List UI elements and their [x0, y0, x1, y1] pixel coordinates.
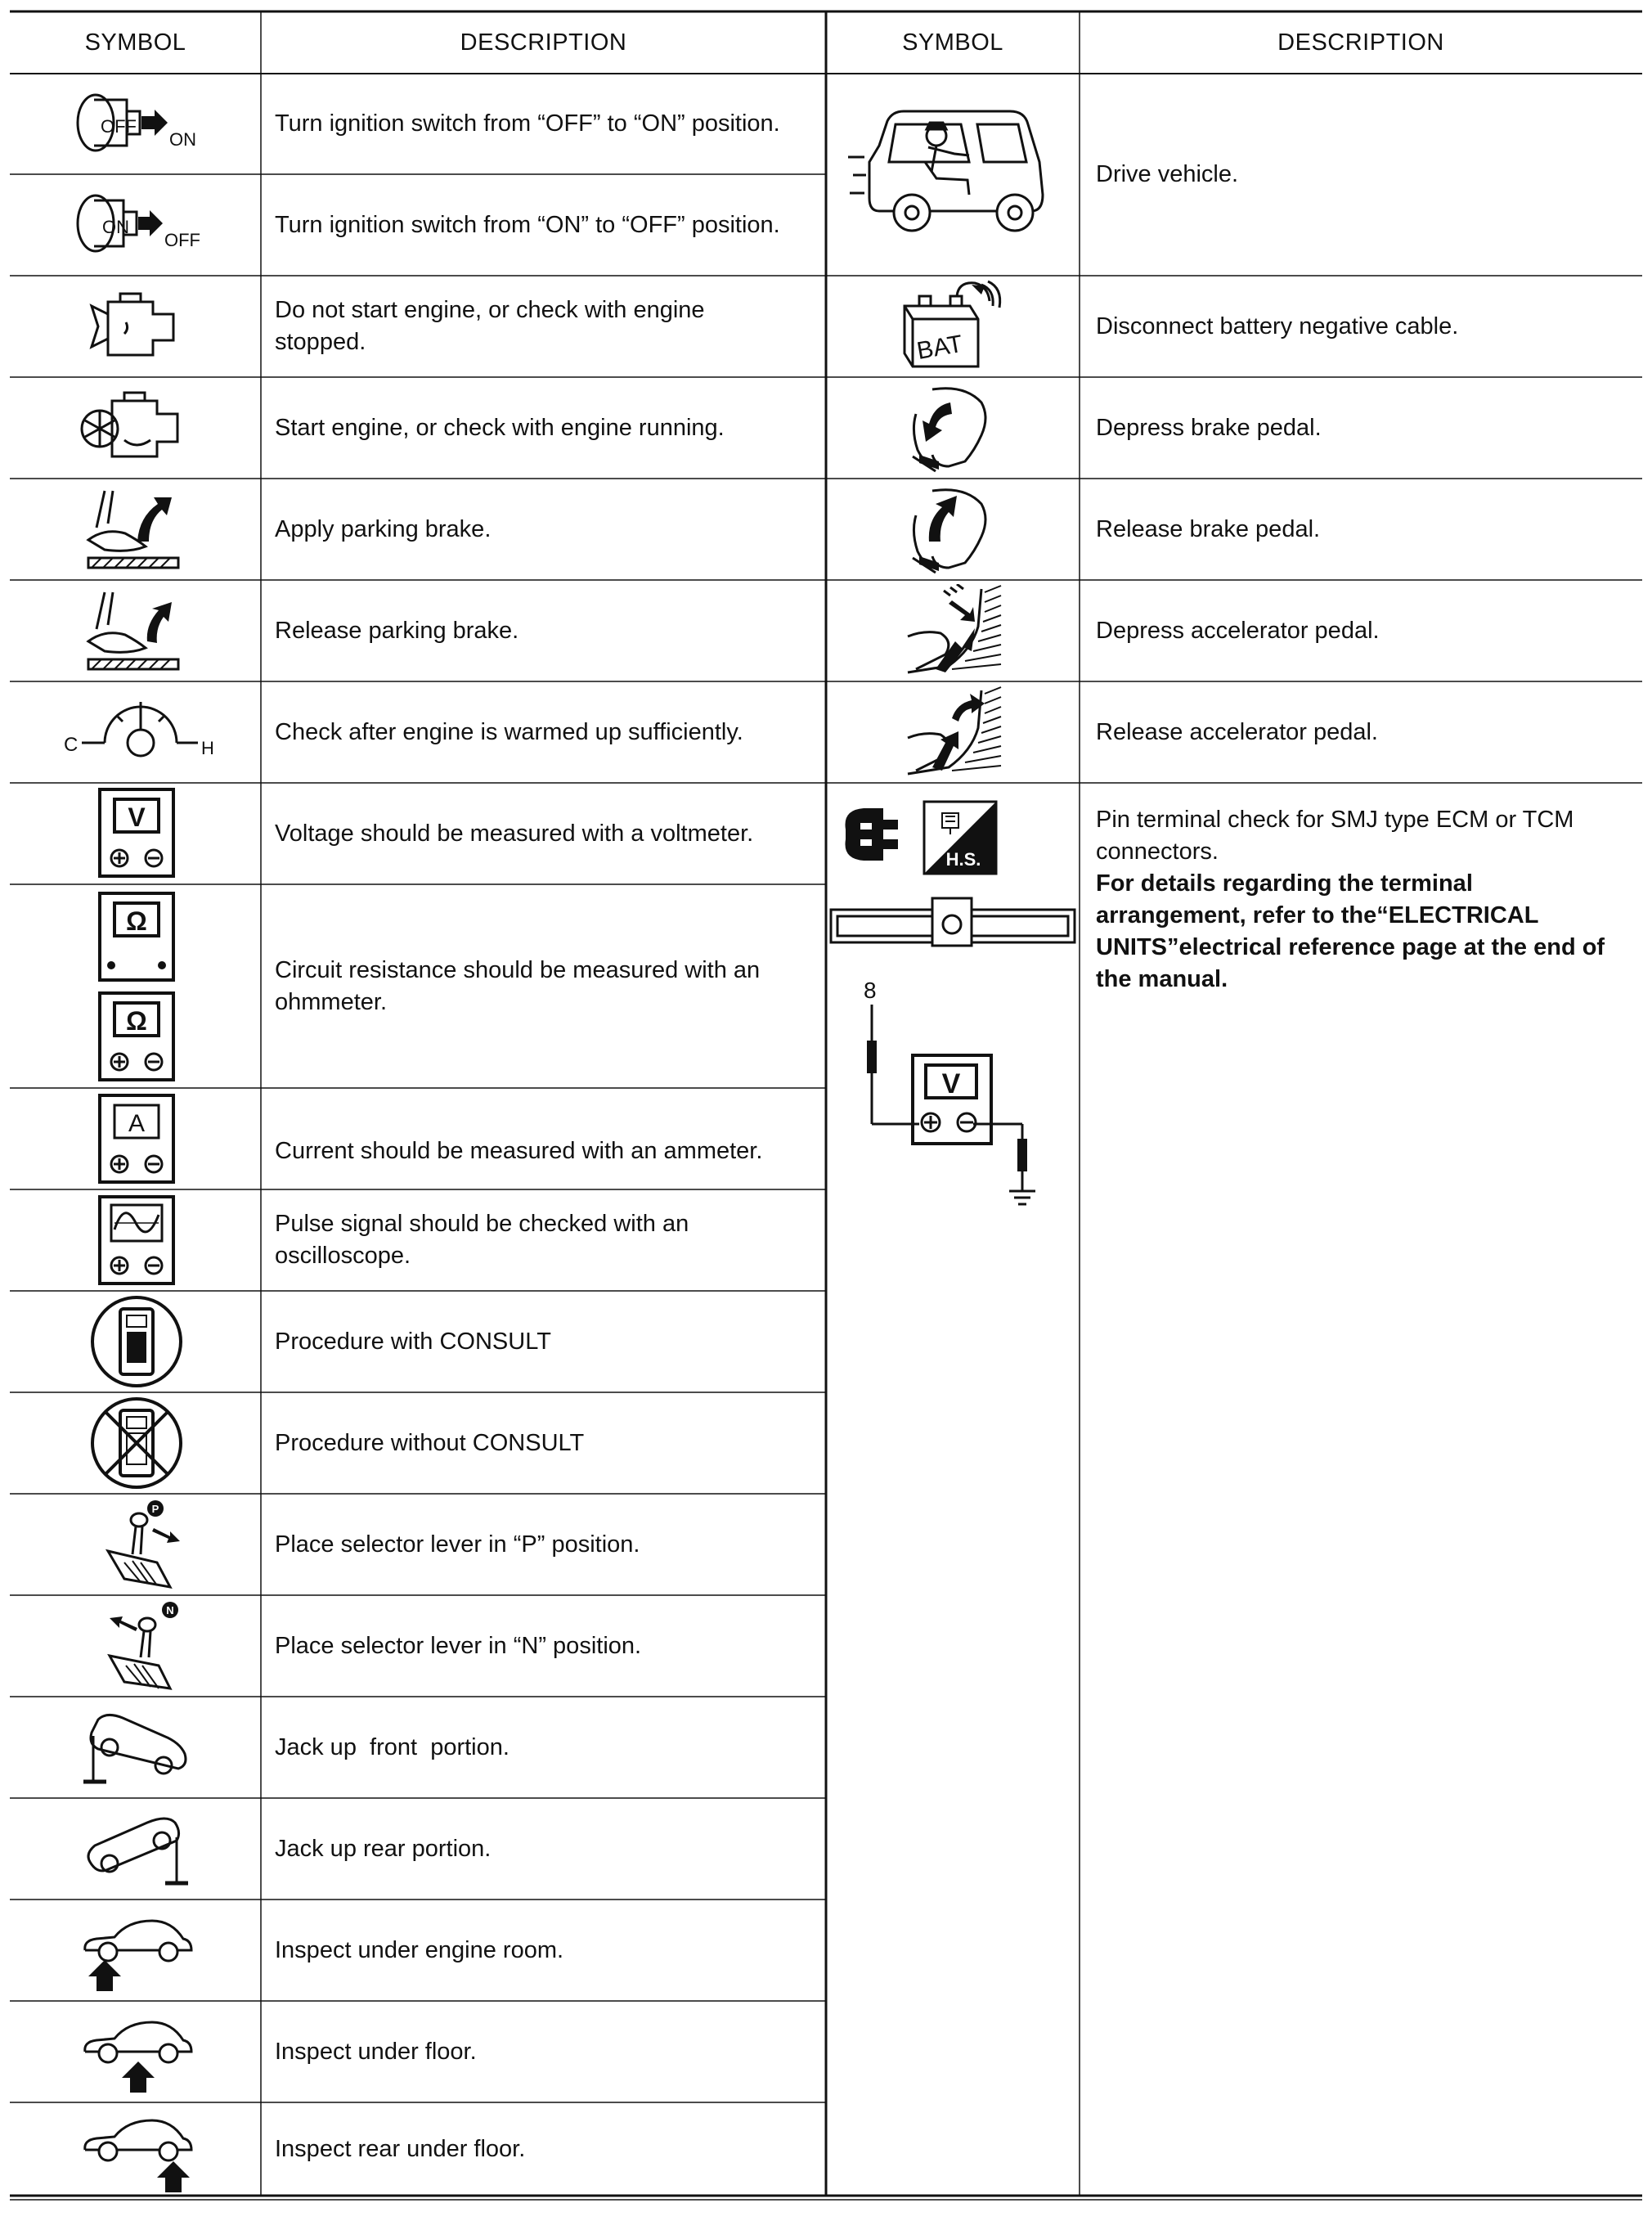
- description-ignition-off-on: Turn ignition switch from “OFF” to “ON” position.: [275, 110, 780, 137]
- description-drive-vehicle: Drive vehicle.: [1096, 161, 1239, 187]
- ignition-on-to-off-icon: [70, 184, 217, 266]
- description-release-accelerator: Release accelerator pedal.: [1096, 718, 1378, 745]
- description-voltmeter: Voltage should be measured with a voltmeter.: [275, 820, 754, 847]
- description-consult: Procedure with CONSULT: [275, 1328, 551, 1355]
- battery-label: BAT: [914, 330, 965, 366]
- pin-check-line2: For details regarding the terminal arrangement, refer to the“ELECTRICAL UNITS”electrical reference page at the end of the manual.: [1096, 870, 1605, 992]
- depress-accelerator-icon: [900, 584, 1006, 679]
- description-battery: Disconnect battery negative cable.: [1096, 312, 1459, 339]
- pin-terminal-check-icon: [828, 787, 1081, 1212]
- terminal-number: 8: [864, 978, 877, 1003]
- inspect-engine-room-icon: [74, 1906, 204, 1996]
- depress-brake-pedal-icon: [900, 381, 1006, 476]
- oscilloscope-icon: [97, 1194, 178, 1288]
- description-jack-front: Jack up front portion.: [275, 1733, 510, 1760]
- inspect-floor-icon: [74, 2007, 204, 2097]
- hs-label: H.S.: [945, 849, 981, 870]
- description-selector-p: Place selector lever in “P” position.: [275, 1531, 640, 1558]
- header-right-symbol: SYMBOL: [902, 29, 1003, 56]
- ammeter-icon: [97, 1092, 178, 1187]
- description-depress-brake: Depress brake pedal.: [1096, 414, 1322, 441]
- description-release-brake: Release brake pedal.: [1096, 515, 1321, 542]
- selector-n-label: N: [166, 1604, 174, 1616]
- description-apply-parking-brake: Apply parking brake.: [275, 515, 492, 542]
- header-right-description: DESCRIPTION: [1277, 29, 1444, 56]
- gauge-cold-label: C: [64, 734, 79, 756]
- pin-check-line1: Pin terminal check for SMJ type ECM or TCM connectors.: [1096, 807, 1574, 865]
- drive-vehicle-icon: [846, 97, 1059, 260]
- temperature-gauge-icon: [59, 695, 222, 777]
- description-engine-running: Start engine, or check with engine running.: [275, 414, 725, 441]
- description-ohmmeter: Circuit resistance should be measured with an ohmmeter.: [275, 956, 761, 1015]
- jack-up-rear-icon: [74, 1805, 204, 1895]
- engine-running-icon: [75, 383, 206, 473]
- ohmmeter-icon: [97, 890, 178, 1083]
- voltmeter-icon: [97, 786, 178, 881]
- ignition-off-to-on-icon: [70, 83, 217, 165]
- description-engine-stopped: Do not start engine, or check with engine stopped.: [275, 297, 705, 355]
- ignition-to-label: ON: [169, 129, 196, 150]
- apply-parking-brake-icon: [80, 483, 203, 577]
- release-brake-pedal-icon: [900, 483, 1006, 578]
- description-pin-check: [1096, 804, 1619, 996]
- description-ignition-on-off: Turn ignition switch from “ON” to “OFF” position.: [275, 211, 780, 238]
- ohmmeter-symbol: Ω: [126, 1006, 147, 1036]
- description-engine-warmed: Check after engine is warmed up sufficiently.: [275, 718, 743, 745]
- description-no-consult: Procedure without CONSULT: [275, 1429, 585, 1456]
- description-oscilloscope: Pulse signal should be checked with an oscilloscope.: [275, 1211, 689, 1269]
- release-accelerator-icon: [900, 686, 1006, 780]
- description-inspect-engine-room: Inspect under engine room.: [275, 1936, 564, 1963]
- header-left-description: DESCRIPTION: [460, 29, 627, 56]
- no-consult-icon: [88, 1394, 186, 1492]
- selector-lever-p-icon: [92, 1497, 198, 1592]
- engine-stopped-icon: [75, 281, 206, 371]
- description-inspect-rear-floor: Inspect rear under floor.: [275, 2135, 526, 2162]
- ignition-from-label: OFF: [101, 116, 137, 137]
- release-parking-brake-icon: [80, 584, 203, 678]
- battery-disconnect-icon: [893, 278, 1008, 373]
- description-inspect-floor: Inspect under floor.: [275, 2038, 477, 2065]
- pin-voltmeter-symbol: V: [941, 1068, 961, 1099]
- description-selector-n: Place selector lever in “N” position.: [275, 1632, 642, 1659]
- jack-up-front-icon: [74, 1703, 204, 1793]
- ohmmeter-symbol: Ω: [126, 906, 147, 936]
- selector-lever-n-icon: [88, 1598, 203, 1693]
- selector-p-label: P: [151, 1503, 159, 1515]
- description-ammeter: Current should be measured with an ammeter.: [275, 1137, 763, 1164]
- header-left-symbol: SYMBOL: [84, 29, 186, 56]
- voltmeter-symbol: V: [128, 803, 146, 832]
- description-depress-accelerator: Depress accelerator pedal.: [1096, 617, 1380, 644]
- ammeter-symbol: A: [128, 1110, 146, 1137]
- inspect-rear-floor-icon: [74, 2106, 204, 2196]
- description-release-parking-brake: Release parking brake.: [275, 617, 519, 644]
- description-jack-rear: Jack up rear portion.: [275, 1835, 492, 1862]
- ignition-to-label: OFF: [164, 230, 200, 250]
- ignition-from-label: ON: [102, 217, 129, 237]
- consult-icon: [88, 1293, 186, 1391]
- gauge-hot-label: H: [201, 738, 214, 758]
